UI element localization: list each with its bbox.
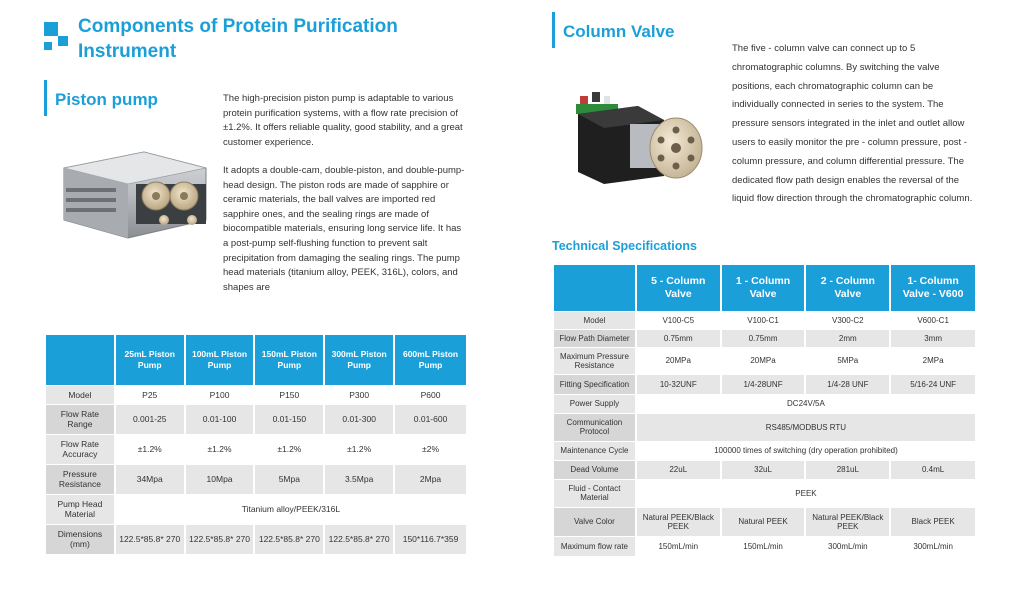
table-row: [553, 374, 975, 394]
row-label: Dead Volume: [553, 460, 636, 479]
table-cell: 150mL/min: [721, 536, 806, 556]
piston-pump-title: Piston pump: [55, 90, 158, 109]
table-cell: 150*116.7*359: [394, 524, 466, 554]
column-valve-image: [568, 80, 708, 190]
row-label: Maximum Pressure Resistance: [553, 347, 636, 374]
table-header-cell: 600mL Piston Pump: [394, 335, 466, 385]
row-label: Pump Head Material: [45, 494, 115, 524]
row-label: Fluid - Contact Material: [553, 479, 636, 507]
piston-pump-paragraph-2: It adopts a double-cam, double-piston, and double-pump-head design. The piston rods are made of sapphire or ceramic materials, the ball valves are imported red sapphire ones, and the sealing rings are made of biocompatible materials, ensuring long service life. It has a post-pump self-flushing function to prevent salt precipitation from damaging the sealing rings. The pump head materials (titanium alloy, PEEK, 316L), colors, and shapes are: [223, 165, 465, 293]
table-row: [553, 536, 975, 556]
table-cell: 0.01-150: [254, 404, 324, 434]
table-cell: 1/4-28 UNF: [805, 374, 890, 394]
table-cell-merged: RS485/MODBUS RTU: [636, 413, 975, 441]
table-cell: 0.75mm: [721, 329, 806, 347]
table-cell: Natural PEEK/Black PEEK: [805, 507, 890, 536]
table-cell: 122.5*85.8* 270: [185, 524, 255, 554]
table-header-cell: 5 - Column Valve: [636, 265, 721, 311]
table-row: [553, 329, 975, 347]
row-label: Maintenance Cycle: [553, 441, 636, 460]
table-cell: ±2%: [394, 434, 466, 464]
table-row: [45, 404, 466, 434]
table-cell: 22uL: [636, 460, 721, 479]
row-label: Dimensions (mm): [45, 524, 115, 554]
table-cell: P25: [115, 385, 185, 404]
table-row: [553, 460, 975, 479]
table-cell: 1/4-28UNF: [721, 374, 806, 394]
table-cell: 3mm: [890, 329, 975, 347]
table-cell: ±1.2%: [254, 434, 324, 464]
technical-specifications-title: Technical Specifications: [552, 239, 697, 253]
table-cell: 5MPa: [805, 347, 890, 374]
table-cell: 0.75mm: [636, 329, 721, 347]
table-cell: 150mL/min: [636, 536, 721, 556]
table-header-cell: 1- Column Valve - V600: [890, 265, 975, 311]
row-label: Fitting Specification: [553, 374, 636, 394]
table-cell: V600-C1: [890, 311, 975, 329]
table-cell: 0.001-25: [115, 404, 185, 434]
table-cell: 0.4mL: [890, 460, 975, 479]
piston-pump-image: [56, 138, 216, 253]
table-cell: 0.01-100: [185, 404, 255, 434]
table-row: [45, 434, 466, 464]
table-cell: P150: [254, 385, 324, 404]
table-cell: 32uL: [721, 460, 806, 479]
table-cell: V100-C5: [636, 311, 721, 329]
table-cell-merged: Titanium alloy/PEEK/316L: [115, 494, 466, 524]
table-cell: 5/16-24 UNF: [890, 374, 975, 394]
row-label: Flow Rate Range: [45, 404, 115, 434]
table-header-cell: 100mL Piston Pump: [185, 335, 255, 385]
table-row: [553, 441, 975, 460]
table-cell-merged: 100000 times of switching (dry operation prohibited): [636, 441, 975, 460]
row-label: Communication Protocol: [553, 413, 636, 441]
table-cell: 122.5*85.8* 270: [254, 524, 324, 554]
table-cell: ±1.2%: [185, 434, 255, 464]
column-valve-paragraph: The five - column valve can connect up to 5 chromatographic columns. By switching the valve positions, each chromatographic column can be individually connected in series to the system. The pressure sensors integrated in the inlet and outlet allow users to easily monitor the pre - column pressure, post - column pressure, and column differential pressure. The dedicated flow path design enables the reversal of the liquid flow direction through the chromatographic column.: [732, 43, 973, 205]
table-row: [45, 464, 466, 494]
table-cell: 10-32UNF: [636, 374, 721, 394]
title-square-large: [44, 22, 58, 36]
column-valve-spec-table: [552, 265, 975, 557]
table-cell: 34Mpa: [115, 464, 185, 494]
table-row: [45, 524, 466, 554]
column-valve-title: Column Valve: [563, 22, 675, 41]
table-cell: ±1.2%: [115, 434, 185, 464]
column-valve-section-bar: [552, 12, 555, 48]
row-label: Flow Rate Accuracy: [45, 434, 115, 464]
page-title-line2: Instrument: [78, 41, 177, 62]
table-cell: 5Mpa: [254, 464, 324, 494]
table-cell: 300mL/min: [890, 536, 975, 556]
table-cell: V100-C1: [721, 311, 806, 329]
table-cell: 3.5Mpa: [324, 464, 394, 494]
table-cell: 2MPa: [890, 347, 975, 374]
table-row: [553, 507, 975, 536]
row-label: Power Supply: [553, 394, 636, 413]
table-row: [553, 311, 975, 329]
table-header-cell: 150mL Piston Pump: [254, 335, 324, 385]
table-header-cell: 2 - Column Valve: [805, 265, 890, 311]
table-cell: 122.5*85.8* 270: [115, 524, 185, 554]
table-cell: P100: [185, 385, 255, 404]
piston-pump-spec-table: [44, 335, 466, 555]
table-cell: 122.5*85.8* 270: [324, 524, 394, 554]
table-cell: P300: [324, 385, 394, 404]
table-cell: 281uL: [805, 460, 890, 479]
table-cell-merged: PEEK: [636, 479, 975, 507]
table-cell: 10Mpa: [185, 464, 255, 494]
piston-pump-paragraph-1: The high-precision piston pump is adaptable to various protein purification systems, with a flow rate precision of ±1.2%. It offers reliable quality, good stability, and a great customer experience.: [223, 93, 463, 148]
table-cell: 0.01-300: [324, 404, 394, 434]
page-title: [78, 14, 408, 64]
table-cell: 300mL/min: [805, 536, 890, 556]
row-label: Valve Color: [553, 507, 636, 536]
row-label: Flow Path Diameter: [553, 329, 636, 347]
table-header-cell: 300mL Piston Pump: [324, 335, 394, 385]
table-cell: Natural PEEK/Black PEEK: [636, 507, 721, 536]
table-row: [45, 494, 466, 524]
row-label: Pressure Resistance: [45, 464, 115, 494]
table-cell: Natural PEEK: [721, 507, 806, 536]
table-row: [553, 347, 975, 374]
table-row: [553, 413, 975, 441]
title-square-tiny: [44, 42, 52, 50]
table-cell: P600: [394, 385, 466, 404]
table-header-cell: 25mL Piston Pump: [115, 335, 185, 385]
table-cell: Black PEEK: [890, 507, 975, 536]
table-row: [553, 394, 975, 413]
table-cell: ±1.2%: [324, 434, 394, 464]
table-cell: 2mm: [805, 329, 890, 347]
table-cell: 20MPa: [721, 347, 806, 374]
table-row: [553, 479, 975, 507]
table-cell: 20MPa: [636, 347, 721, 374]
table-cell: V300-C2: [805, 311, 890, 329]
table-cell: 2Mpa: [394, 464, 466, 494]
row-label: Model: [553, 311, 636, 329]
row-label: Model: [45, 385, 115, 404]
table-header-row: [45, 335, 466, 385]
piston-pump-section-bar: [44, 80, 47, 116]
row-label: Maximum flow rate: [553, 536, 636, 556]
table-cell-merged: DC24V/5A: [636, 394, 975, 413]
table-header-corner: [45, 335, 115, 385]
page-title-line1: Components of Protein Purification: [78, 16, 398, 37]
title-square-small: [58, 36, 68, 46]
table-row: [45, 385, 466, 404]
table-header-corner: [553, 265, 636, 311]
table-cell: 0.01-600: [394, 404, 466, 434]
table-header-row: [553, 265, 975, 311]
table-header-cell: 1 - Column Valve: [721, 265, 806, 311]
